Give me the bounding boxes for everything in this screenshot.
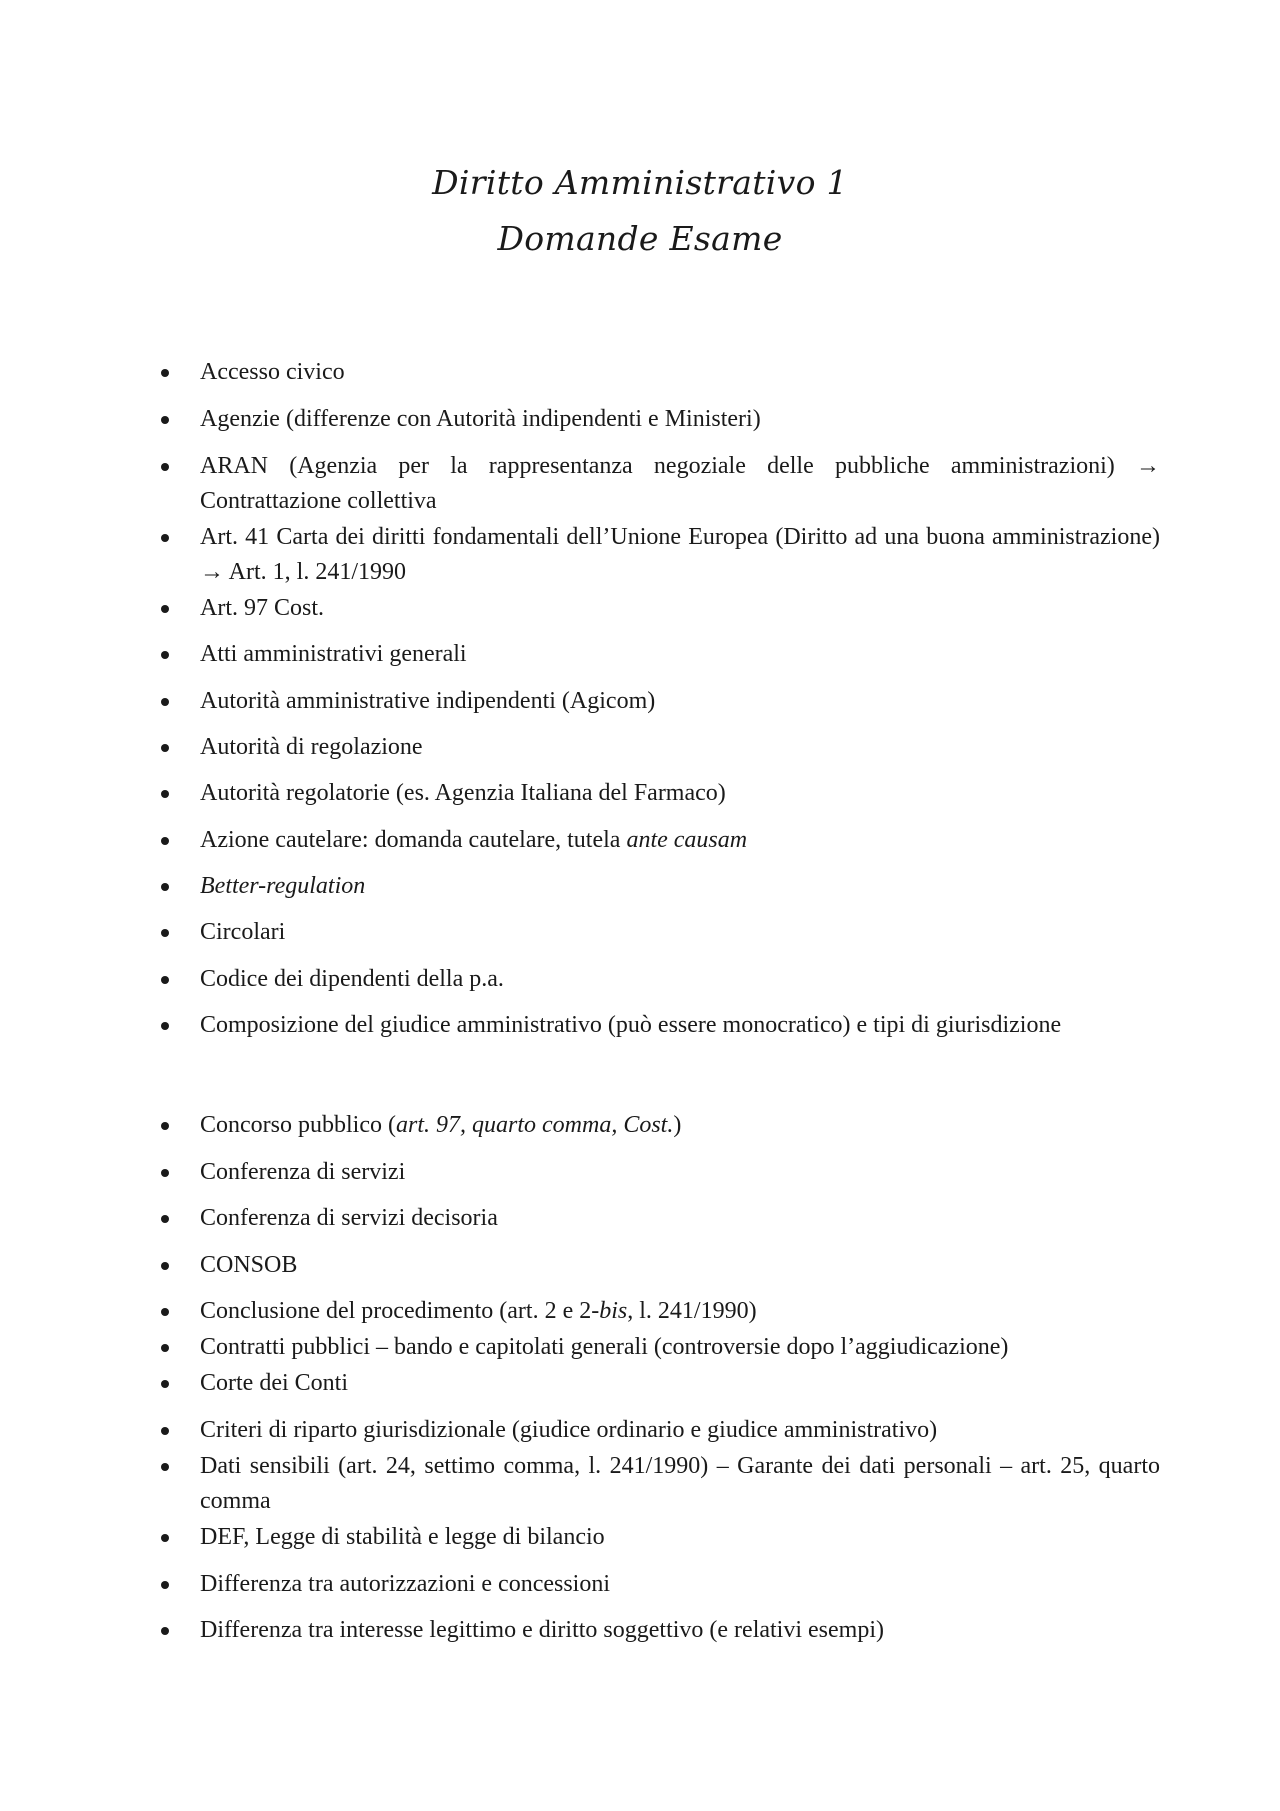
list-item-fragment: Differenza tra interesse legittimo e diritto soggettivo (e relativi esempi) [200, 1617, 884, 1643]
list-item-text [200, 684, 1160, 719]
list-item-fragment: Art. 97 Cost. [200, 595, 325, 621]
bullet-icon [158, 730, 172, 765]
title-line-2: Domande Esame [497, 219, 783, 258]
list-item-fragment: Atti amministrativi generali [200, 641, 467, 667]
bullet-icon [158, 355, 172, 390]
bullet-icon [158, 637, 172, 672]
list-item-text [200, 776, 1160, 811]
bullet-icon [158, 449, 172, 484]
list-item-text [200, 869, 1160, 904]
bullet-icon [158, 684, 172, 719]
list-item-fragment: Codice dei dipendenti della p.a. [200, 966, 504, 992]
list-item-fragment: Autorità amministrative indipendenti (Agicom) [200, 688, 656, 714]
list-item-text [200, 520, 1160, 590]
list-item-fragment: Accesso civico [200, 359, 345, 385]
list-item-text [200, 1201, 1160, 1236]
list-item-text [200, 355, 1160, 390]
bullet-icon [158, 1613, 172, 1648]
bullet-icon [158, 1201, 172, 1236]
list-item-fragment: Art. 41 Carta dei diritti fondamentali dell’Unione Europea (Diritto ad una buona amministrazione) → Art. 1, l. 241/1990 [200, 524, 1160, 585]
list-item-fragment: art. 97, quarto comma, Cost. [395, 1112, 674, 1138]
bullet-icon [158, 1008, 172, 1043]
list-item-fragment: Autorità di regolazione [200, 734, 423, 760]
list-item-fragment: Differenza tra autorizzazioni e concessioni [200, 1571, 611, 1597]
list-item-text [200, 591, 1160, 626]
bullet-icon [158, 1567, 172, 1602]
list-item-text [200, 730, 1160, 765]
list-item-text [200, 1108, 1160, 1143]
bullet-icon [158, 1108, 172, 1143]
list-item-text [200, 637, 1160, 672]
bullet-icon [158, 1449, 172, 1484]
list-item-text [200, 823, 1160, 858]
bullet-icon [158, 915, 172, 950]
list-item-text [200, 1330, 1160, 1365]
list-item-fragment: , l. 241/1990) [627, 1298, 757, 1324]
list-item-fragment: Composizione del giudice amministrativo (può essere monocratico) e tipi di giurisdizione [200, 1012, 1062, 1038]
list-item-fragment: bis [599, 1298, 628, 1324]
list-item-fragment: Conclusione del procedimento (art. 2 e 2- [200, 1298, 600, 1324]
list-item-text [200, 1366, 1160, 1401]
list-item-text [200, 1567, 1160, 1602]
list-item-fragment: ) [673, 1112, 682, 1138]
bullet-icon [158, 402, 172, 437]
list-item-text [200, 1294, 1160, 1329]
list-item-fragment: CONSOB [200, 1252, 298, 1278]
list-item-fragment: DEF, Legge di stabilità e legge di bilancio [200, 1524, 605, 1550]
list-item-fragment: Agenzie (differenze con Autorità indipendenti e Ministeri) [200, 406, 761, 432]
list-item-fragment: Concorso pubblico ( [200, 1112, 396, 1138]
list-item-fragment: ARAN (Agenzia per la rappresentanza negoziale delle pubbliche amministrazioni) → Contrattazione collettiva [200, 453, 1160, 514]
title-line-1: Diritto Amministrativo 1 [432, 163, 848, 202]
bullet-icon [158, 1248, 172, 1283]
list-item-fragment: Contratti pubblici – bando e capitolati generali (controversie dopo l’aggiudicazione) [200, 1334, 1009, 1360]
list-item-text [200, 1008, 1160, 1043]
list-item-text [200, 449, 1160, 519]
list-item-fragment: Better-regulation [200, 873, 366, 899]
bullet-icon [158, 1155, 172, 1190]
bullet-icon [158, 1366, 172, 1401]
list-item-fragment: Autorità regolatorie (es. Agenzia Italiana del Farmaco) [200, 780, 726, 806]
list-item-fragment: Conferenza di servizi decisoria [200, 1205, 498, 1231]
bullet-icon [158, 823, 172, 858]
list-item-text [200, 1413, 1160, 1448]
list-item-text [200, 962, 1160, 997]
bullet-icon [158, 962, 172, 997]
list-item-text [200, 1449, 1160, 1519]
bullet-icon [158, 520, 172, 555]
bullet-icon [158, 1413, 172, 1448]
bullet-icon [158, 1520, 172, 1555]
list-item-text [200, 1520, 1160, 1555]
list-item-fragment: Dati sensibili (art. 24, settimo comma, l. 241/1990) – Garante dei dati personali – art. 25, quarto comma [200, 1453, 1160, 1514]
bullet-icon [158, 1330, 172, 1365]
bullet-icon [158, 776, 172, 811]
list-item-fragment: Conferenza di servizi [200, 1159, 406, 1185]
bullet-icon [158, 1294, 172, 1329]
list-item-text [200, 1248, 1160, 1283]
list-item-fragment: Circolari [200, 919, 286, 945]
bullet-icon [158, 591, 172, 626]
list-item-fragment: Azione cautelare: domanda cautelare, tutela [200, 827, 627, 853]
list-item-fragment: Criteri di riparto giurisdizionale (giudice ordinario e giudice amministrativo) [200, 1417, 938, 1443]
list-item-text [200, 1613, 1160, 1648]
bullet-icon [158, 869, 172, 904]
list-item-text [200, 915, 1160, 950]
list-item-text [200, 1155, 1160, 1190]
list-item-fragment: ante causam [626, 827, 748, 853]
list-item-fragment: Corte dei Conti [200, 1370, 348, 1396]
list-item-text [200, 402, 1160, 437]
